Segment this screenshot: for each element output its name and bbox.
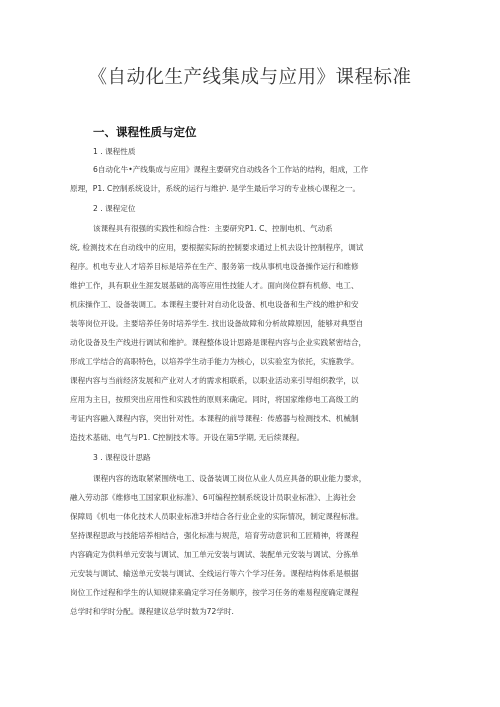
- section-heading: 一、课程性质与定位: [93, 125, 197, 139]
- paragraph-line: 程序。机电专业人才培养目标是培养在生产、服务第一线从事机电设备操作运行和维修: [70, 262, 359, 271]
- paragraph-line: 考证内容融入课程内容，突出针对性。本课程的前导课程：传感器与检测技术、机械制: [70, 414, 359, 423]
- paragraph-line: 统, 检测技术在自动线中的应用，要根据实际的控制要求通过上机去设计控制程序，调试: [70, 243, 364, 252]
- paragraph-line: 课程内容的选取紧紧围绕电工、设备装调工岗位从业人员应具备的职业能力要求，: [93, 474, 367, 483]
- paragraph-line: 1 . 课程性质: [93, 147, 136, 156]
- paragraph-line: 6自动化牛•产线集成与应用》课程主要研究自动线各个工作站的结构，组成，工作: [93, 165, 369, 174]
- paragraph-line: 2 . 课程定位: [93, 204, 136, 213]
- paragraph-line: 保障局《机电一体化技术人员职业标准3并结合各行业企业的实际情况，制定课程标准。: [70, 512, 364, 521]
- paragraph-line: 动化设备及生产线进行调试和维护。课程整体设计思路是课程内容与企业实践紧密结合，: [70, 338, 367, 347]
- paragraph-line: 融入劳动部《维修电工国家职业标准》、6可编程控制系统设计员职业标准》、上海社会: [70, 493, 356, 502]
- paragraph-line: 3 . 课程设计思路: [93, 453, 151, 462]
- paragraph-line: 造技术基础、电气与P1. C控制技术等。开设在第5学期, 无后续课程。: [70, 433, 305, 442]
- paragraph-line: 该课程具有很强的实践性和综合性：主要研究P1. C、控制电机、气动系: [93, 224, 333, 233]
- paragraph-line: 元安装与调试、输送单元安装与调试、全线运行等六个学习任务。课程结构体系是根据: [70, 569, 359, 578]
- paragraph-line: 坚持课程思政与技能培养相结合，强化标准与规范，培育劳动意识和工匠精神，将课程: [70, 531, 359, 540]
- paragraph-line: 装等岗位开设。主要培养任务时培养学生. 找出设备故障和分析故障原因，能够对典型自: [70, 319, 364, 328]
- paragraph-line: 原理，P1. C控制系统设计，系统的运行与维护. 是学生最后学习的专业核心课程之一。: [70, 184, 361, 193]
- paragraph-line: 总学时和学时分配。课程建议总学时数为72学时.: [70, 607, 234, 616]
- paragraph-line: 内容确定为供料单元安装与调试、加工单元安装与调试、装配单元安装与调试、分拣单: [70, 550, 359, 559]
- document-title: 《自动化生产线集成与应用》课程标准: [88, 67, 412, 88]
- paragraph-line: 维护工作，具有职业生涯发展基础的高等应用性技能人才。面向岗位群有机修、电工、: [70, 281, 359, 290]
- paragraph-line: 应用为主日，按照突出应用性和实践性的原则来确定。同时，将国家维修电工高级工的: [70, 395, 359, 404]
- paragraph-line: 岗位工作过程和学生的认知规律来确定学习任务顺序，按学习任务的难易程度确定课程: [70, 588, 359, 597]
- paragraph-line: 课程内容与当前经济发展和产业对人才的需求相联系，以职业活动来引导组织教学，以: [70, 376, 359, 385]
- paragraph-line: 机床操作工、设备装调工。本课程主要针对自动化设备、机电设备和生产线的维护和安: [70, 300, 359, 309]
- paragraph-line: 形成工学结合的高职特色，以培养学生动手能力为核心，以实验室为依托，实施教学。: [70, 357, 359, 366]
